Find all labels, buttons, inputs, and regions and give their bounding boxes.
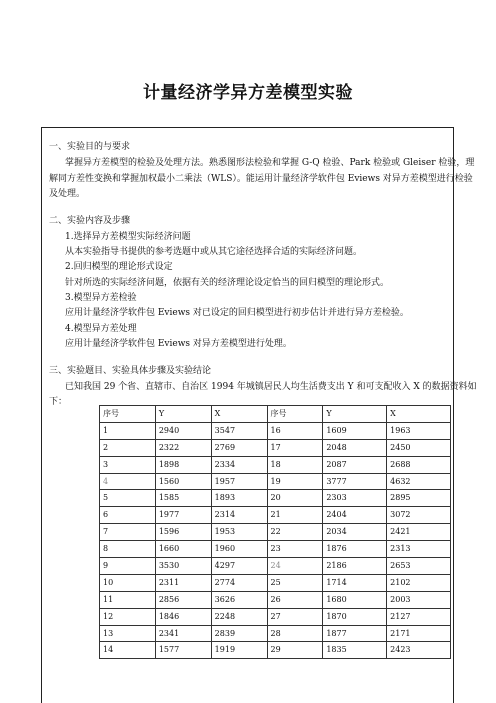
table-cell: 3777 — [323, 473, 387, 490]
table-cell: 2769 — [211, 439, 267, 456]
section2-step4-desc: 应用计量经济学软件包 Eviews 对异方差模型进行处理。 — [65, 339, 292, 349]
table-cell: 1953 — [211, 524, 267, 541]
table-row — [100, 422, 451, 439]
table-row — [100, 642, 451, 659]
header-cell: 序号 — [100, 406, 156, 423]
table-cell: 2774 — [211, 574, 267, 591]
table-row — [100, 558, 451, 575]
table-cell: 2856 — [155, 591, 211, 608]
table-cell: 10 — [100, 574, 156, 591]
table-row — [100, 574, 451, 591]
table-cell: 11 — [100, 591, 156, 608]
table-cell: 21 — [267, 507, 323, 524]
section1-heading: 一、实验目的与要求 — [49, 142, 131, 152]
table-cell: 5 — [100, 490, 156, 507]
table-cell: 1846 — [155, 608, 211, 625]
table-row — [100, 507, 451, 524]
data-table — [99, 405, 451, 659]
table-cell: 1893 — [211, 490, 267, 507]
table-cell: 2322 — [155, 439, 211, 456]
table-cell: 1963 — [387, 422, 451, 439]
table-cell: 3626 — [211, 591, 267, 608]
table-cell: 1577 — [155, 642, 211, 659]
table-cell: 8 — [100, 541, 156, 558]
table-cell: 6 — [100, 507, 156, 524]
table-header-row — [100, 406, 451, 423]
table-cell: 3530 — [155, 558, 211, 575]
table-cell: 2102 — [387, 574, 451, 591]
header-cell: X — [387, 406, 451, 423]
section1-body-line2: 解同方差性变换和掌握加权最小二乘法（WLS）。能运用计量经济学软件包 Eviews 对异方差模型进行检验 — [49, 174, 473, 184]
table-cell: 1957 — [211, 473, 267, 490]
table-cell: 27 — [267, 608, 323, 625]
table-row — [100, 490, 451, 507]
table-cell: 2421 — [387, 524, 451, 541]
table-cell: 1835 — [323, 642, 387, 659]
table-cell: 4632 — [387, 473, 451, 490]
table-cell: 12 — [100, 608, 156, 625]
section3-intro-line2: 下： — [49, 397, 68, 407]
table-cell: 26 — [267, 591, 323, 608]
table-cell: 2087 — [323, 456, 387, 473]
table-cell: 17 — [267, 439, 323, 456]
table-cell: 16 — [267, 422, 323, 439]
table-row — [100, 541, 451, 558]
table-cell: 1 — [100, 422, 156, 439]
table-cell: 2034 — [323, 524, 387, 541]
section2-step1-desc: 从本实验指导书提供的参考选题中或从其它途径选择合适的实际经济问题。 — [65, 247, 363, 257]
section2-step1-title: 1.选择异方差模型实际经济问题 — [65, 232, 191, 242]
table-cell: 2048 — [323, 439, 387, 456]
table-cell: 1660 — [155, 541, 211, 558]
table-cell: 2423 — [387, 642, 451, 659]
header-cell: Y — [323, 406, 387, 423]
table-cell: 2311 — [155, 574, 211, 591]
table-cell: 1560 — [155, 473, 211, 490]
section2-step3-title: 3.模型异方差检验 — [65, 293, 137, 303]
section2-step2-desc: 针对所选的实际经济问题，依据有关的经济理论设定恰当的回归模型的理论形式。 — [65, 278, 390, 288]
table-cell: 13 — [100, 625, 156, 642]
table-cell: 3 — [100, 456, 156, 473]
table-cell: 24 — [267, 558, 323, 575]
table-row — [100, 591, 451, 608]
header-cell: Y — [155, 406, 211, 423]
table-cell: 1585 — [155, 490, 211, 507]
table-row — [100, 439, 451, 456]
table-cell: 2688 — [387, 456, 451, 473]
table-cell: 2341 — [155, 625, 211, 642]
table-row — [100, 456, 451, 473]
section2-step3-desc: 应用计量经济学软件包 Eviews 对已设定的回归模型进行初步估计并进行异方差检验。 — [65, 308, 409, 318]
table-cell: 3547 — [211, 422, 267, 439]
table-cell: 23 — [267, 541, 323, 558]
table-cell: 2186 — [323, 558, 387, 575]
table-cell: 25 — [267, 574, 323, 591]
table-cell: 4297 — [211, 558, 267, 575]
table-cell: 2404 — [323, 507, 387, 524]
table-cell: 14 — [100, 642, 156, 659]
section2-step4-title: 4.模型异方差处理 — [65, 324, 137, 334]
table-cell: 1714 — [323, 574, 387, 591]
section2-step2-title: 2.回归模型的理论形式设定 — [65, 262, 173, 272]
header-cell: 序号 — [267, 406, 323, 423]
table-cell: 2450 — [387, 439, 451, 456]
table-cell: 2003 — [387, 591, 451, 608]
table-cell: 1609 — [323, 422, 387, 439]
table-cell: 18 — [267, 456, 323, 473]
table-cell: 1877 — [323, 625, 387, 642]
table-cell: 2940 — [155, 422, 211, 439]
table-cell: 2334 — [211, 456, 267, 473]
table-row — [100, 524, 451, 541]
table-cell: 2313 — [387, 541, 451, 558]
table-cell: 2839 — [211, 625, 267, 642]
section1-body-line1: 掌握异方差模型的检验及处理方法。熟悉图形法检验和掌握 G-Q 检验、Park 检验或 Gleiser 检验，理 — [65, 158, 475, 168]
section2-heading: 二、实验内容及步骤 — [49, 216, 131, 226]
table-cell: 29 — [267, 642, 323, 659]
table-row — [100, 625, 451, 642]
table-cell: 2895 — [387, 490, 451, 507]
table-cell: 22 — [267, 524, 323, 541]
table-cell: 2303 — [323, 490, 387, 507]
table-cell: 9 — [100, 558, 156, 575]
table-cell: 2171 — [387, 625, 451, 642]
table-cell: 2127 — [387, 608, 451, 625]
table-cell: 1876 — [323, 541, 387, 558]
section1-body-line3: 及处理。 — [49, 189, 86, 199]
header-cell: X — [211, 406, 267, 423]
table-cell: 1898 — [155, 456, 211, 473]
table-cell: 1960 — [211, 541, 267, 558]
table-cell: 1596 — [155, 524, 211, 541]
table-cell: 20 — [267, 490, 323, 507]
page-title: 计量经济学异方差模型实验 — [143, 83, 353, 103]
table-cell: 28 — [267, 625, 323, 642]
table-cell: 2 — [100, 439, 156, 456]
table-cell: 3072 — [387, 507, 451, 524]
table-cell: 4 — [100, 473, 156, 490]
table-cell: 7 — [100, 524, 156, 541]
section3-intro-line1: 已知我国 29 个省、直辖市、自治区 1994 年城镇居民人均生活费支出 Y 和可支配收入 X 的数据资料如 — [65, 382, 477, 392]
table-row — [100, 608, 451, 625]
table-cell: 1977 — [155, 507, 211, 524]
table-cell: 19 — [267, 473, 323, 490]
table-cell: 1919 — [211, 642, 267, 659]
table-cell: 2653 — [387, 558, 451, 575]
table-cell: 2248 — [211, 608, 267, 625]
section3-heading: 三、实验题目、实验具体步骤及实验结论 — [49, 366, 212, 376]
table-cell: 2314 — [211, 507, 267, 524]
table-row — [100, 473, 451, 490]
table-cell: 1680 — [323, 591, 387, 608]
table-cell: 1870 — [323, 608, 387, 625]
